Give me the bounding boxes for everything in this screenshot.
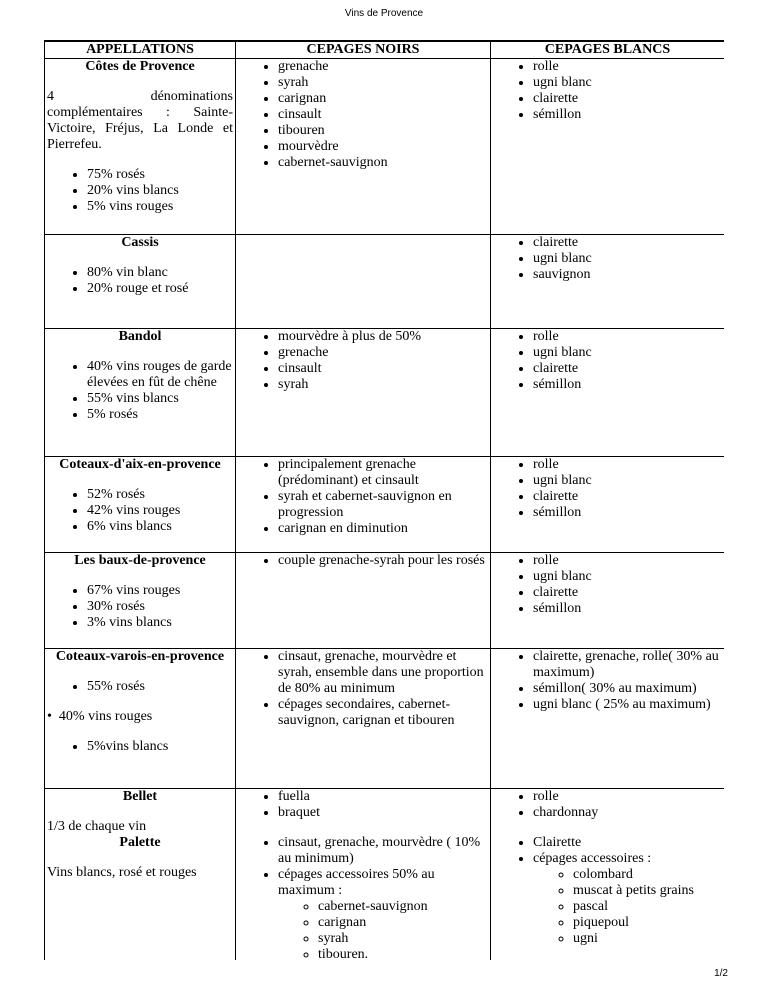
production-list [47, 487, 233, 535]
list-item: • ugni blanc [533, 569, 722, 585]
production-list [47, 583, 233, 631]
cepages-noirs-cell [236, 835, 491, 960]
list-item: • Clairette [533, 835, 722, 851]
cepages-noirs-list [238, 553, 488, 569]
list-item: • syrah [278, 377, 488, 393]
list-item: • sémillon( 30% au maximum) [533, 681, 722, 697]
page-number: 1/2 [714, 968, 728, 979]
list-item: • 5%vins blancs [87, 739, 233, 755]
list-item: ◦ tibouren. [318, 947, 488, 960]
list-item: • rolle [533, 329, 722, 345]
list-item: • 55% vins blancs [87, 391, 233, 407]
list-item: • sémillon [533, 601, 722, 617]
production-list [47, 679, 233, 695]
production-list [47, 359, 233, 423]
cepages-blancs-cell [491, 835, 725, 960]
appellations-table-frame [44, 40, 724, 960]
list-item: • ugni blanc [533, 345, 722, 361]
column-header-appellations: APPELLATIONS [45, 41, 236, 59]
list-item: • cabernet-sauvignon [278, 155, 488, 171]
list-item: • braquet [278, 805, 488, 821]
list-item: • 42% vins rouges [87, 503, 233, 519]
list-item: • clairette, grenache, rolle( 30% au maximum) [533, 649, 722, 681]
list-item: • grenache [278, 59, 488, 75]
list-item: • clairette [533, 585, 722, 601]
appellation-name: Côtes de Provence [85, 59, 195, 74]
cepages-noirs-list [238, 59, 488, 171]
cepages-noirs-list [238, 329, 488, 393]
cepages-blancs-cell [491, 553, 725, 649]
list-item: • tibouren [278, 123, 488, 139]
cepages-noirs-list [238, 457, 488, 537]
cepages-blancs-list [493, 649, 722, 713]
cepages-noirs-list [238, 835, 488, 960]
appellation-cell [45, 789, 236, 836]
appellation-note: 4 dénominations complémentaires : Sainte-Victoire, Fréjus, La Londe et Pierrefeu. [47, 89, 233, 152]
list-item: • 5% vins rouges [87, 199, 233, 215]
list-item: • 55% rosés [87, 679, 233, 695]
table-row [45, 649, 725, 789]
production-list [47, 265, 233, 297]
appellation-name: Coteaux-varois-en-provence [55, 649, 225, 664]
sub-list [533, 867, 722, 947]
list-item: • 3% vins blancs [87, 615, 233, 631]
table-row [45, 59, 725, 235]
list-item: • ugni blanc [533, 75, 722, 91]
list-item: • cépages accessoires 50% au maximum : ◦ cabernet-sauvignon ◦ carignan ◦ syrah ◦ tibouren. [278, 867, 488, 960]
cepages-blancs-list [493, 835, 722, 947]
list-item: • carignan [278, 91, 488, 107]
cepages-blancs-list [493, 457, 722, 521]
table-row [45, 789, 725, 836]
list-item: • 20% rouge et rosé [87, 281, 233, 297]
list-item: • rolle [533, 553, 722, 569]
appellation-cell [45, 235, 236, 329]
page-header-title: Vins de Provence [344, 8, 424, 19]
list-item: ◦ colombard [573, 867, 722, 883]
cepages-noirs-list [238, 789, 488, 821]
appellation-cell [45, 553, 236, 649]
cepages-noirs-cell [236, 235, 491, 329]
list-item: • 20% vins blancs [87, 183, 233, 199]
cepages-blancs-list [493, 553, 722, 617]
table-row [45, 835, 725, 960]
cepages-blancs-list [493, 329, 722, 393]
cepages-noirs-cell [236, 59, 491, 235]
table-row [45, 457, 725, 553]
sub-list [278, 899, 488, 960]
list-item: • mourvèdre à plus de 50% [278, 329, 488, 345]
table-row [45, 329, 725, 457]
appellations-table [44, 40, 724, 960]
production-list [47, 739, 233, 755]
list-item: • 80% vin blanc [87, 265, 233, 281]
appellation-name: Les baux-de-provence [74, 553, 206, 568]
cepages-blancs-list [493, 789, 722, 821]
list-item: • 40% vins rouges [47, 709, 153, 724]
list-item: • 6% vins blancs [87, 519, 233, 535]
list-item: ◦ ugni [573, 931, 722, 947]
list-item: • sémillon [533, 377, 722, 393]
column-header-cepages-blancs: CEPAGES BLANCS [491, 41, 725, 59]
list-item: • rolle [533, 789, 722, 805]
list-item: • cinsaut, grenache, mourvèdre ( 10% au minimum) [278, 835, 488, 867]
list-item: • 40% vins rouges de garde élevées en fût de chêne [87, 359, 233, 391]
appellation-cell [45, 457, 236, 553]
list-item: • clairette [533, 361, 722, 377]
appellation-note: 1/3 de chaque vin [47, 819, 147, 834]
list-item: • cinsault [278, 107, 488, 123]
list-item: • cinsaut, grenache, mourvèdre et syrah, ensemble dans une proportion de 80% au minimum [278, 649, 488, 697]
table-row [45, 235, 725, 329]
list-item: • cinsault [278, 361, 488, 377]
list-item: • ugni blanc ( 25% au maximum) [533, 697, 722, 713]
cepages-blancs-cell [491, 329, 725, 457]
cepages-blancs-cell [491, 235, 725, 329]
cepages-blancs-cell [491, 457, 725, 553]
list-item: • syrah [278, 75, 488, 91]
list-item: ◦ pascal [573, 899, 722, 915]
list-item: ◦ muscat à petits grains [573, 883, 722, 899]
appellation-name: Bellet [122, 789, 158, 804]
cepages-noirs-cell [236, 329, 491, 457]
list-item: • mourvèdre [278, 139, 488, 155]
production-list [47, 167, 233, 215]
list-item: • rolle [533, 59, 722, 75]
appellation-name: Cassis [121, 235, 159, 250]
list-item: • principalement grenache (prédominant) et cinsault [278, 457, 488, 489]
cepages-noirs-list [238, 649, 488, 729]
cepages-noirs-cell [236, 649, 491, 789]
list-item: • ugni blanc [533, 473, 722, 489]
appellation-cell [45, 59, 236, 235]
appellation-note: Vins blancs, rosé et rouges [47, 865, 197, 880]
cepages-blancs-list [493, 235, 722, 283]
appellation-cell [45, 835, 236, 960]
list-item: • sémillon [533, 505, 722, 521]
list-item: ◦ syrah [318, 931, 488, 947]
cepages-noirs-cell [236, 553, 491, 649]
list-item: ◦ cabernet-sauvignon [318, 899, 488, 915]
appellation-name: Coteaux-d'aix-en-provence [59, 457, 221, 472]
list-item: • 52% rosés [87, 487, 233, 503]
cepages-blancs-list [493, 59, 722, 123]
list-item: • grenache [278, 345, 488, 361]
list-item: • clairette [533, 235, 722, 251]
list-item: ◦ carignan [318, 915, 488, 931]
list-item: • couple grenache-syrah pour les rosés [278, 553, 488, 569]
list-item: • 67% vins rouges [87, 583, 233, 599]
list-item: • 75% rosés [87, 167, 233, 183]
list-item: • clairette [533, 489, 722, 505]
list-item: • syrah et cabernet-sauvignon en progression [278, 489, 488, 521]
list-item: • cépages accessoires : ◦ colombard ◦ muscat à petits grains ◦ pascal ◦ piquepoul ◦ ugni [533, 851, 722, 947]
list-item: • sémillon [533, 107, 722, 123]
list-item: • sauvignon [533, 267, 722, 283]
column-header-cepages-noirs: CEPAGES NOIRS [236, 41, 491, 59]
cepages-blancs-cell [491, 649, 725, 789]
appellation-name: Palette [119, 835, 161, 850]
list-item: • ugni blanc [533, 251, 722, 267]
table-row [45, 553, 725, 649]
list-item: • clairette [533, 91, 722, 107]
list-item: • fuella [278, 789, 488, 805]
cepages-noirs-cell [236, 457, 491, 553]
list-item: • chardonnay [533, 805, 722, 821]
table-header-row [45, 41, 725, 59]
cepages-noirs-cell [236, 789, 491, 836]
appellation-name: Bandol [118, 329, 162, 344]
list-item: • 30% rosés [87, 599, 233, 615]
list-item: ◦ piquepoul [573, 915, 722, 931]
appellation-cell [45, 649, 236, 789]
cepages-blancs-cell [491, 59, 725, 235]
cepages-blancs-cell [491, 789, 725, 836]
appellation-cell [45, 329, 236, 457]
list-item: • 5% rosés [87, 407, 233, 423]
list-item: • rolle [533, 457, 722, 473]
list-item: • cépages secondaires, cabernet-sauvignon, carignan et tibouren [278, 697, 488, 729]
list-item: • carignan en diminution [278, 521, 488, 537]
